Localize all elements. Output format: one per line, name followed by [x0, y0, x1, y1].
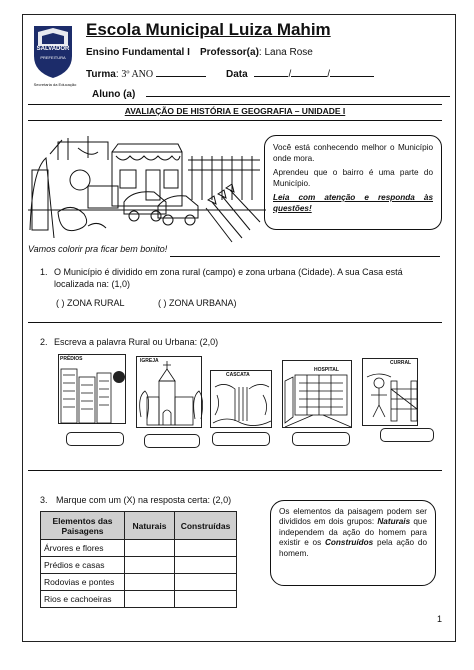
q2-number: 2. [40, 337, 48, 347]
label-predios: PRÉDIOS [60, 356, 83, 362]
row-label: Rodovias e pontes [41, 574, 125, 591]
student-line [92, 88, 450, 100]
note-naturais: Naturais [377, 517, 411, 527]
student-label: Aluno (a) [92, 89, 136, 100]
date-line: Data / / [226, 68, 374, 80]
col-naturais: Naturais [125, 512, 175, 540]
col-construidas: Construídas [175, 512, 237, 540]
buildings-drawing [59, 355, 127, 425]
class-label: Turma [86, 69, 116, 80]
class-line: Turma: 3º ANO [86, 68, 206, 80]
class-value: 3º ANO [121, 69, 154, 80]
note-text-3: pela ação do homem. [279, 538, 428, 558]
label-igreja: IGREJA [140, 358, 159, 364]
corral-drawing [363, 359, 419, 427]
church-drawing [137, 357, 203, 429]
cell-construidas[interactable] [175, 574, 237, 591]
header-rule [28, 104, 442, 105]
date-day-blank[interactable] [254, 68, 288, 77]
salvador-logo [28, 24, 78, 80]
coloring-caption: Vamos colorir pra ficar bem bonito! [28, 244, 168, 254]
answer-box-curral[interactable] [380, 428, 434, 442]
cell-naturais[interactable] [125, 591, 175, 608]
picture-cascata [210, 370, 272, 428]
q1-option-urbana[interactable]: ( ) ZONA URBANA) [158, 298, 237, 308]
note-text-1: Os elementos da paisagem podem ser divididos em dois grupos: [279, 507, 427, 527]
cell-naturais[interactable] [125, 574, 175, 591]
intro-instruction: Leia com atenção e responda às questões! [273, 193, 433, 213]
teacher-label: Professor(a) [200, 47, 259, 58]
level-line [86, 47, 190, 58]
label-curral: CURRAL [390, 360, 412, 366]
q2-text: Escreva a palavra Rural ou Urbana: (2,0) [54, 337, 219, 347]
date-month-blank[interactable] [291, 68, 327, 77]
table-row [41, 591, 237, 608]
answer-box-igreja[interactable] [144, 434, 200, 448]
waterfall-drawing [211, 371, 273, 429]
logo-caption: Secretaria da Educação [33, 82, 77, 87]
picture-igreja [136, 356, 202, 428]
q1-option-rural[interactable]: ( ) ZONA RURAL [56, 298, 125, 308]
label-hospital: HOSPITAL [314, 367, 339, 373]
cell-naturais[interactable] [125, 540, 175, 557]
student-name-blank[interactable] [146, 88, 450, 97]
intro-box [264, 135, 442, 230]
row-label: Árvores e flores [41, 540, 125, 557]
logo-name: SALVADOR [36, 46, 70, 52]
label-cascata: CASCATA [226, 372, 250, 378]
school-name: Escola Municipal Luiza Mahim [86, 20, 331, 39]
row-label: Prédios e casas [41, 557, 125, 574]
evaluation-title: AVALIAÇÃO DE HISTÓRIA E GEOGRAFIA – UNIDADE I [124, 106, 346, 116]
cell-construidas[interactable] [175, 557, 237, 574]
intro-text-2: Aprendeu que o bairro é uma parte do Município. [273, 168, 433, 188]
note-construidos: Construídos [325, 538, 374, 548]
picture-predios [58, 354, 126, 424]
answer-box-predios[interactable] [66, 432, 124, 446]
date-year-blank[interactable] [330, 68, 374, 77]
intro-text-1: Você está conhecendo melhor o Município onde mora. [273, 143, 433, 163]
answer-box-hospital[interactable] [292, 432, 350, 446]
q2-rule [28, 470, 442, 471]
q3-text: Marque com um (X) na resposta certa: (2,0) [56, 495, 232, 505]
level-label: Ensino Fundamental I [86, 47, 190, 58]
col-elementos: Elementos das Paisagens [41, 512, 125, 540]
q3-number: 3. [40, 495, 48, 505]
table-row [41, 557, 237, 574]
caption-rule [170, 256, 440, 257]
answer-box-cascata[interactable] [212, 432, 270, 446]
class-blank[interactable] [156, 68, 206, 77]
picture-curral [362, 358, 418, 426]
table-row [41, 574, 237, 591]
q1-rule [28, 322, 442, 323]
note-text-2: que independem da ação do homem para existir e os [279, 517, 428, 548]
teacher-name: Lana Rose [264, 47, 313, 58]
landscape-note-box [270, 500, 436, 586]
table-header-row [41, 512, 237, 540]
date-label: Data [226, 69, 248, 80]
table-row [41, 540, 237, 557]
logo-sub: PREFEITURA [40, 55, 66, 60]
title-rule [28, 120, 442, 121]
q1-number: 1. [40, 267, 48, 277]
landscape-table [40, 511, 237, 608]
cell-construidas[interactable] [175, 540, 237, 557]
q1-text: O Município é dividido em zona rural (campo) e zona urbana (Cidade). A sua Casa está localizada na: (1,0) [54, 267, 403, 289]
neighborhood-illustration [28, 130, 266, 248]
row-label: Rios e cachoeiras [41, 591, 125, 608]
cell-construidas[interactable] [175, 591, 237, 608]
page-number: 1 [437, 614, 443, 624]
cell-naturais[interactable] [125, 557, 175, 574]
teacher-line: Professor(a): Lana Rose [200, 47, 313, 58]
